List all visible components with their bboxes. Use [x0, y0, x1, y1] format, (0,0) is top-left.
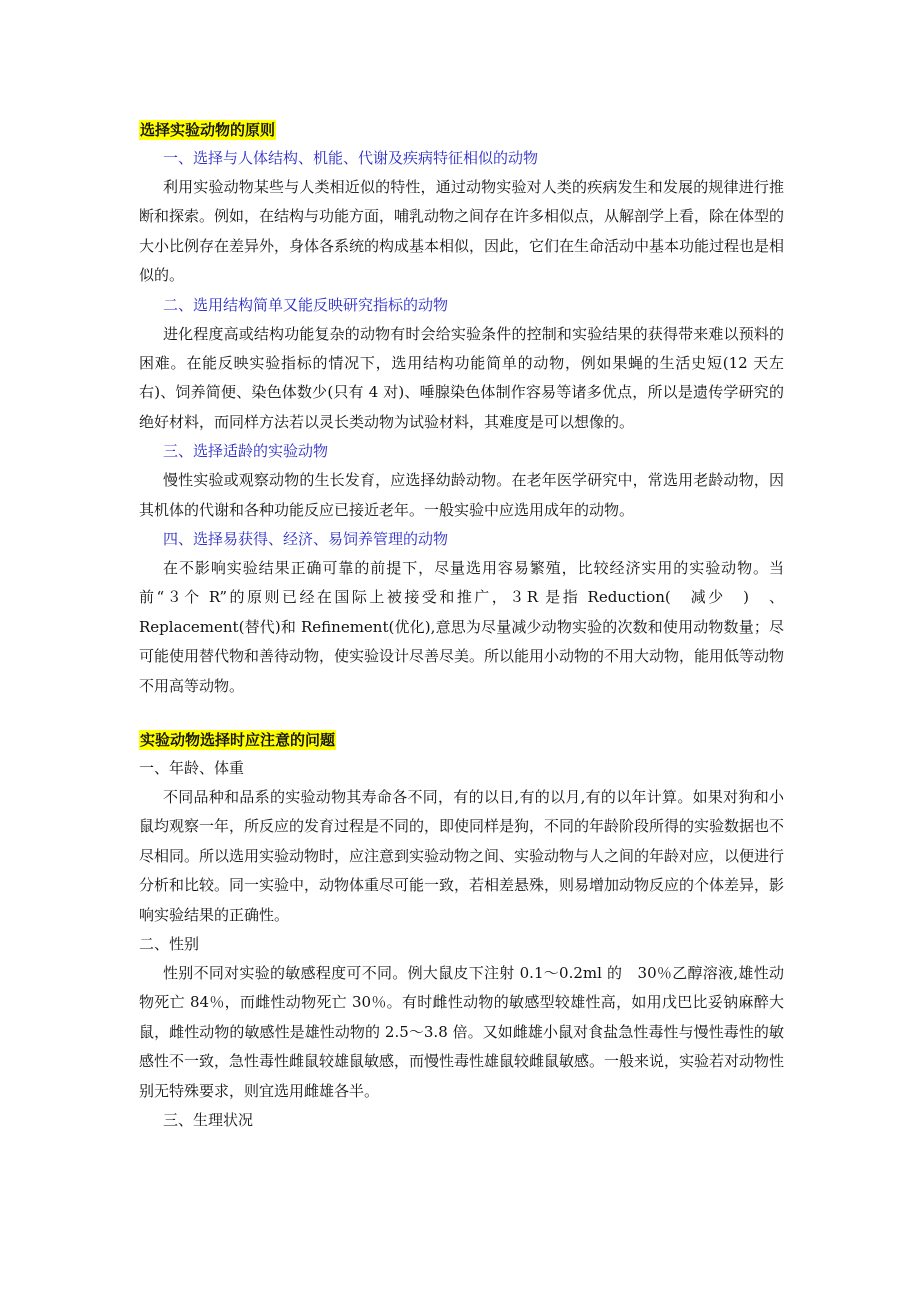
subheading: 二、性别 — [139, 935, 200, 954]
subheading: 二、选用结构简单又能反映研究指标的动物 — [163, 295, 449, 314]
paragraph: 进化程度高或结构功能复杂的动物有时会给实验条件的控制和实验结果的获得带来难以预料的困难。在能反映实验指标的情况下，选用结构功能简单的动物，例如果蝇的生活史短(12 天左右)、饲养简便、染色体数少(只有 4 对)、唾腺染色体制作容易等诸多优点，所以是遗传学研究的绝好材料，而同样方法若以灵长类动物为试验材料，其难度是可以想像的。 — [139, 324, 784, 431]
paragraph: 性别不同对实验的敏感程度可不同。例大鼠皮下注射 0.1～0.2ml 的 30％乙醇溶液,雄性动物死亡 84％，而雌性动物死亡 30％。有时雌性动物的敏感型较雄性高，如用戊巴比妥钠麻醉大鼠，雌性动物的敏感性是雄性动物的 2.5～3.8 倍。又如雌雄小鼠对食盐急性毒性与慢性毒性的敏感性不一致，急性毒性雌鼠较雄鼠敏感，而慢性毒性雄鼠较雌鼠敏感。一般来说，实验若对动物性别无特殊要求，则宜选用雌雄各半。 — [139, 964, 785, 1100]
paragraph: 不同品种和品系的实验动物其寿命各不同，有的以日,有的以月,有的以年计算。如果对狗和小鼠均观察一年，所反应的发育过程是不同的，即使同样是狗，不同的年龄阶段所得的实验数据也不尽相同。所以选用实验动物时，应注意到实验动物之间、实验动物与人之间的年龄对应，以便进行分析和比较。同一实验中，动物体重尽可能一致，若相差悬殊，则易增加动物反应的个体差异，影响实验结果的正确性。 — [139, 788, 785, 924]
section-issues — [139, 730, 784, 1135]
subheading: 一、年龄、体重 — [139, 759, 245, 777]
paragraph: 利用实验动物某些与人类相近似的特性，通过动物实验对人类的疾病发生和发展的规律进行推断和探索。例如，在结构与功能方面，哺乳动物之间存在许多相似点，从解剖学上看，除在体型的大小比例存在差异外，身体各系统的构成基本相似，因此，它们在生命活动中基本功能过程也是相似的。 — [139, 178, 785, 285]
section-title: 选择实验动物的原则 — [140, 121, 276, 139]
subheading: 三、选择适龄的实验动物 — [163, 442, 329, 461]
subheading: 四、选择易获得、经济、易饲养管理的动物 — [163, 530, 449, 549]
subheading: 三、生理状况 — [163, 1111, 254, 1130]
section-principles — [139, 120, 784, 701]
section-title: 实验动物选择时应注意的问题 — [140, 731, 336, 749]
paragraph: 在不影响实验结果正确可靠的前提下，尽量选用容易繁殖，比较经济实用的实验动物。当前“３个 R”的原则已经在国际上被接受和推广，３R 是指 Reduction( 减少 ) 、Replacement(替代)和 Refinement(优化),意思为尽量减少动物实验的次数和使用动物数量；尽可能使用替代物和善待动物，使实验设计尽善尽美。所以能用小动物的不用大动物，能用低等动物不用高等动物。 — [139, 559, 785, 695]
paragraph: 慢性实验或观察动物的生长发育，应选择幼龄动物。在老年医学研究中，常选用老龄动物，因其机体的代谢和各种功能反应已接近老年。一般实验中应选用成年的动物。 — [139, 471, 784, 519]
subheading: 一、选择与人体结构、机能、代谢及疾病特征相似的动物 — [163, 149, 539, 167]
